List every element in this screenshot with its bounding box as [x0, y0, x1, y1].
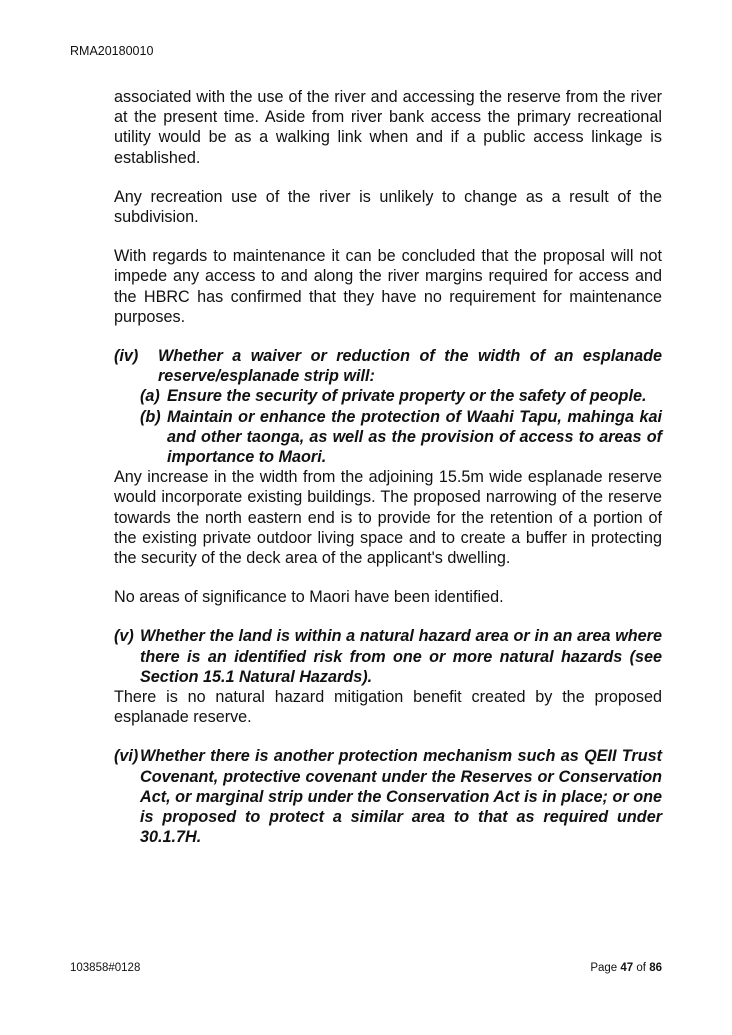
document-reference-id: RMA20180010 — [70, 44, 154, 58]
page-body — [114, 87, 662, 848]
paragraph-recreation: Any recreation use of the river is unlikely to change as a result of the subdivision. — [114, 187, 662, 227]
criterion-text: Whether there is another protection mechanism such as QEII Trust Covenant, protective covenant under the Reserves or Conservation Act, or marginal strip under the Conservation Act is in place; or one is proposed to protect a similar area to that as required under 30.1.7H. — [140, 747, 662, 847]
criterion-text: Whether the land is within a natural hazard area or in an area where there is an identified risk from one or more natural hazards (see Section 15.1 Natural Hazards). — [140, 627, 662, 686]
sub-criterion-text: Maintain or enhance the protection of Waahi Tapu, mahinga kai and other taonga, as well as the provision of access to areas of importance to Maori. — [167, 407, 662, 467]
paragraph-natural-hazard: There is no natural hazard mitigation benefit created by the proposed esplanade reserve. — [114, 688, 662, 727]
criterion-vi — [114, 746, 662, 847]
criterion-text: Whether a waiver or reduction of the width of an esplanade reserve/esplanade strip will: — [158, 347, 662, 386]
criterion-v — [114, 626, 662, 687]
criterion-iv-a — [140, 386, 662, 406]
current-page: 47 — [620, 962, 634, 974]
sub-criterion-number: (a) — [140, 387, 160, 406]
criterion-iv — [114, 346, 662, 386]
page-number — [590, 962, 662, 974]
criterion-number: (vi) — [114, 747, 139, 766]
paragraph-width-increase: Any increase in the width from the adjoining 15.5m wide esplanade reserve would incorporate existing buildings. The proposed narrowing of the reserve towards the north eastern end is to provide for the retention of a portion of the existing private outdoor living space and to create a buffer in protecting the security of the deck area of the applicant's dwelling. — [114, 468, 662, 568]
sub-criterion-number: (b) — [140, 407, 161, 426]
paragraph-maori-significance: No areas of significance to Maori have been identified. — [114, 588, 504, 607]
of-word: of — [636, 962, 646, 974]
criterion-number: (iv) — [114, 347, 139, 366]
total-pages: 86 — [649, 962, 662, 974]
criterion-iv-b — [140, 407, 662, 468]
footer-reference: 103858#0128 — [70, 962, 141, 974]
page-word: Page — [590, 962, 618, 974]
paragraph-river-access: associated with the use of the river and accessing the reserve from the river at the present time. Aside from river bank access the primary recreational utility would be as a walking link when and if a public access linkage is established. — [114, 88, 662, 167]
criterion-number: (v) — [114, 627, 134, 646]
paragraph-maintenance: With regards to maintenance it can be concluded that the proposal will not impede any access to and along the river margins required for access and the HBRC has confirmed that they have no requirement for maintenance purposes. — [114, 247, 662, 326]
sub-criterion-text: Ensure the security of private property or the safety of people. — [167, 387, 647, 406]
